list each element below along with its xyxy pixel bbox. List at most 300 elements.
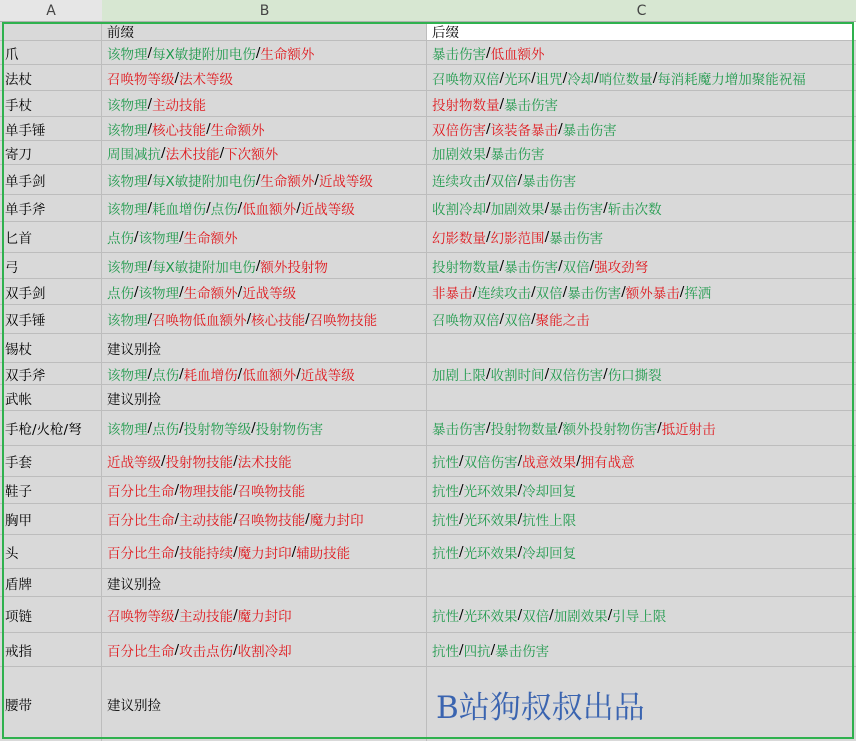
column-header-a[interactable]: A xyxy=(0,0,102,22)
affix-text: 暴击伤害 xyxy=(562,122,617,139)
watermark-text: B站狗叔叔出品 xyxy=(436,689,645,726)
affix-text: 抗性 xyxy=(432,484,459,500)
affix-text: 暴击伤害 xyxy=(432,46,486,63)
cell-suffix[interactable] xyxy=(427,305,856,333)
cell-item-type[interactable]: 单手剑 xyxy=(0,165,102,194)
cell-item-type[interactable]: 盾牌 xyxy=(0,569,102,596)
affix-text: 强攻劲弩 xyxy=(594,259,649,276)
affix-text: 百分比生命 xyxy=(107,513,175,529)
cell-prefix[interactable] xyxy=(102,569,427,596)
table-row xyxy=(0,279,856,305)
cell-suffix[interactable] xyxy=(427,667,856,741)
affix-text: 暴击伤害 xyxy=(490,146,545,163)
affix-text: 召唤物低血额外 xyxy=(152,313,247,329)
cell-suffix[interactable] xyxy=(427,91,856,116)
affix-text: 抵近射击 xyxy=(661,422,716,438)
cell-suffix[interactable] xyxy=(427,446,856,476)
affix-text: 近战等级 xyxy=(300,367,355,384)
cell-prefix[interactable] xyxy=(102,504,427,534)
affix-text: 点伤 xyxy=(107,285,134,302)
separator: / xyxy=(562,283,568,300)
affix-text: 建议别捡 xyxy=(107,698,161,714)
affix-text: 生命额外 xyxy=(210,122,265,139)
affix-text: 核心技能 xyxy=(251,313,306,329)
affix-text: 挥洒 xyxy=(684,285,712,302)
affix-text: 收割时间 xyxy=(490,367,545,384)
affix-text: 耗血增伤 xyxy=(183,367,238,384)
cell-item-type[interactable]: 单手锤 xyxy=(0,117,102,140)
separator: / xyxy=(296,365,301,382)
affix-text: 抗性 xyxy=(432,608,459,625)
cell-prefix[interactable] xyxy=(102,597,427,632)
cell-suffix[interactable] xyxy=(427,411,856,445)
affix-text: 拥有战意 xyxy=(580,455,635,471)
separator: / xyxy=(499,257,505,274)
affix-text: 该物理 xyxy=(107,173,148,190)
affix-text: 该物理 xyxy=(107,202,148,218)
header-row xyxy=(0,22,856,41)
separator: / xyxy=(486,120,491,137)
column-header-c[interactable]: C xyxy=(427,0,856,22)
cell-prefix[interactable] xyxy=(102,477,427,503)
separator: / xyxy=(161,144,166,161)
affix-text: 魔力封印 xyxy=(309,513,364,529)
separator: / xyxy=(558,120,563,137)
affix-text: 该物理 xyxy=(138,285,180,302)
affix-text: 点伤 xyxy=(152,422,180,438)
affix-text: 加剧效果 xyxy=(432,146,486,163)
cell-prefix[interactable] xyxy=(102,411,427,445)
separator: / xyxy=(314,171,319,188)
affix-text: 召唤物双倍 xyxy=(432,71,500,88)
affix-text: 该物理 xyxy=(107,122,148,139)
affix-text: 召唤物等级 xyxy=(107,608,175,625)
affix-text: 暴击伤害 xyxy=(549,202,604,218)
separator: / xyxy=(179,283,184,300)
table-row xyxy=(0,65,856,91)
cell-suffix[interactable] xyxy=(427,117,856,140)
table-row xyxy=(0,667,856,741)
separator: / xyxy=(594,69,599,86)
table-row xyxy=(0,91,856,117)
cell-item-type[interactable]: 单手斧 xyxy=(0,195,102,221)
separator: / xyxy=(233,606,238,623)
separator: / xyxy=(652,69,658,86)
cell-item-type[interactable]: 爪 xyxy=(0,41,102,64)
separator: / xyxy=(531,311,536,327)
separator: / xyxy=(486,420,491,436)
separator: / xyxy=(531,69,536,86)
affix-text: 光环效果 xyxy=(463,608,518,625)
affix-text: 暴击伤害 xyxy=(504,259,559,276)
affix-text: 主动技能 xyxy=(179,608,234,625)
affix-text: 连续攻击 xyxy=(432,173,486,190)
affix-text: 核心技能 xyxy=(152,122,207,139)
affix-text: 冷却 xyxy=(567,71,595,88)
separator: / xyxy=(517,171,523,188)
separator: / xyxy=(517,543,523,560)
cell-suffix[interactable] xyxy=(427,253,856,278)
affix-text: 额外投射物 xyxy=(260,259,328,276)
separator: / xyxy=(233,511,238,527)
cell-item-type[interactable]: 戒指 xyxy=(0,633,102,666)
cell-suffix[interactable] xyxy=(427,195,856,221)
affix-text: 暴击伤害 xyxy=(522,173,577,190)
separator: / xyxy=(459,606,464,623)
column-header-b[interactable]: B xyxy=(102,0,427,22)
table-row xyxy=(0,633,856,667)
separator: / xyxy=(562,69,568,86)
separator: / xyxy=(291,543,297,560)
separator: / xyxy=(517,511,523,527)
affix-text: 点伤 xyxy=(152,367,180,384)
affix-text: 每X敏捷附加电伤 xyxy=(152,173,256,190)
separator: / xyxy=(490,641,496,658)
separator: / xyxy=(147,200,153,216)
affix-text: 该物理 xyxy=(107,422,148,438)
table-row xyxy=(0,141,856,165)
separator: / xyxy=(206,120,211,137)
separator: / xyxy=(296,200,301,216)
affix-text: 主动技能 xyxy=(179,513,234,529)
separator: / xyxy=(134,283,139,300)
separator: / xyxy=(233,453,238,469)
affix-text: 光环效果 xyxy=(463,513,518,529)
separator: / xyxy=(459,511,464,527)
cell-suffix[interactable] xyxy=(427,385,856,410)
cell-prefix[interactable] xyxy=(102,279,427,304)
cell-suffix[interactable] xyxy=(427,41,856,64)
cell-suffix[interactable] xyxy=(427,597,856,632)
separator: / xyxy=(237,200,243,216)
affix-text: 近战等级 xyxy=(107,455,161,471)
separator: / xyxy=(174,69,180,86)
cell-suffix[interactable] xyxy=(427,165,856,194)
affix-text: 战意效果 xyxy=(522,455,577,471)
cell-prefix[interactable] xyxy=(102,385,427,410)
affix-text: 冷却回复 xyxy=(522,484,577,500)
cell-prefix[interactable] xyxy=(102,446,427,476)
affix-text: 该物理 xyxy=(107,367,148,384)
affix-text: 建议别捡 xyxy=(107,342,161,358)
separator: / xyxy=(134,229,139,245)
separator: / xyxy=(486,144,491,161)
cell-item-type[interactable]: 寄刀 xyxy=(0,141,102,164)
affix-text: 暴击伤害 xyxy=(432,422,486,438)
separator: / xyxy=(233,543,238,560)
separator: / xyxy=(499,95,505,112)
cell-prefix[interactable] xyxy=(102,363,427,384)
separator: / xyxy=(657,420,662,436)
cell-item-type[interactable]: 双手锤 xyxy=(0,305,102,333)
affix-text: 抗性 xyxy=(432,545,459,562)
cell-item-type[interactable]: 项链 xyxy=(0,597,102,632)
table-row xyxy=(0,385,856,411)
cell-item-type[interactable]: 锡杖 xyxy=(0,334,102,362)
separator: / xyxy=(255,171,261,188)
cell-item-type[interactable]: 匕首 xyxy=(0,222,102,252)
separator: / xyxy=(246,311,252,327)
cell-prefix[interactable] xyxy=(102,41,427,64)
table-row xyxy=(0,334,856,363)
table-row xyxy=(0,165,856,195)
cell-item-type[interactable]: 手套 xyxy=(0,446,102,476)
cell-prefix[interactable] xyxy=(102,91,427,116)
affix-text: 幻影范围 xyxy=(490,231,545,247)
affix-text: 投射物技能 xyxy=(165,455,234,471)
separator: / xyxy=(147,257,153,274)
cell-item-type[interactable]: 手枪/火枪/弩 xyxy=(0,411,102,445)
cell-item-type[interactable]: 双手斧 xyxy=(0,363,102,384)
cell-prefix[interactable] xyxy=(102,65,427,90)
affix-text: 非暴击 xyxy=(432,285,473,302)
affix-text: 近战等级 xyxy=(300,202,355,218)
affix-text: 该物理 xyxy=(107,46,148,63)
affix-text: 投射物数量 xyxy=(432,97,500,114)
separator: / xyxy=(147,420,153,436)
cell-prefix[interactable] xyxy=(102,535,427,568)
separator: / xyxy=(161,453,166,469)
affix-text: 抗性上限 xyxy=(522,513,577,529)
cell-prefix[interactable] xyxy=(102,633,427,666)
table-row xyxy=(0,117,856,141)
separator: / xyxy=(237,365,243,382)
cell-suffix[interactable] xyxy=(427,535,856,568)
cell-suffix[interactable] xyxy=(427,279,856,304)
affix-text: 双倍 xyxy=(522,608,550,625)
affix-text: 耗血增伤 xyxy=(152,202,207,218)
separator: / xyxy=(486,365,491,382)
affix-text: 该物理 xyxy=(107,313,148,329)
table-row xyxy=(0,477,856,504)
affix-text: 辅助技能 xyxy=(296,545,351,562)
cell-prefix[interactable] xyxy=(102,253,427,278)
separator: / xyxy=(251,420,256,436)
table-row xyxy=(0,597,856,633)
affix-text: 召唤物技能 xyxy=(309,313,378,329)
separator: / xyxy=(459,453,464,469)
table-row xyxy=(0,569,856,597)
cell-item-type[interactable]: 手杖 xyxy=(0,91,102,116)
separator: / xyxy=(147,311,153,327)
affix-text: 周围减抗 xyxy=(107,146,161,163)
affix-text: 投射物数量 xyxy=(432,259,500,276)
affix-text: 聚能之击 xyxy=(535,313,590,329)
cell-prefix[interactable] xyxy=(102,667,427,741)
table-row xyxy=(0,195,856,222)
cell-prefix[interactable] xyxy=(102,165,427,194)
affix-text: 召唤物双倍 xyxy=(432,313,500,329)
affix-text: 近战等级 xyxy=(242,285,297,302)
affix-text: 暴击伤害 xyxy=(549,231,604,247)
affix-text: 加剧效果 xyxy=(553,608,608,625)
cell-prefix[interactable] xyxy=(102,117,427,140)
cell-suffix[interactable] xyxy=(427,569,856,596)
affix-text: 暴击伤害 xyxy=(495,643,550,660)
affix-text: 召唤物技能 xyxy=(237,513,306,529)
separator: / xyxy=(486,229,491,245)
affix-text: 主动技能 xyxy=(152,97,207,114)
separator: / xyxy=(174,511,180,527)
affix-text: 光环 xyxy=(504,71,532,88)
separator: / xyxy=(544,365,550,382)
affix-text: 建议别捡 xyxy=(107,576,161,593)
affix-text: 连续攻击 xyxy=(477,285,532,302)
affix-text: 攻击点伤 xyxy=(179,643,234,660)
cell-prefix[interactable] xyxy=(102,141,427,164)
affix-text: 该装备暴击 xyxy=(490,122,559,139)
affix-text: 下次额外 xyxy=(224,146,279,163)
cell-prefix[interactable] xyxy=(102,195,427,221)
affix-text: 每X敏捷附加电伤 xyxy=(152,46,256,63)
cell-suffix[interactable] xyxy=(427,363,856,384)
separator: / xyxy=(459,543,464,560)
separator: / xyxy=(147,365,153,382)
separator: / xyxy=(219,144,225,161)
separator: / xyxy=(607,606,613,623)
affix-text: 点伤 xyxy=(107,231,134,247)
separator: / xyxy=(517,482,523,498)
separator: / xyxy=(499,69,505,86)
separator: / xyxy=(179,229,184,245)
cell-prefix[interactable] xyxy=(102,305,427,333)
separator: / xyxy=(305,511,310,527)
affix-text: 四抗 xyxy=(463,643,491,660)
table-row xyxy=(0,504,856,535)
affix-text: 每消耗魔力增加聚能祝福 xyxy=(657,71,806,88)
separator: / xyxy=(147,120,153,137)
affix-text: 双倍伤害 xyxy=(463,455,518,471)
separator: / xyxy=(147,171,153,188)
affix-text: 魔力封印 xyxy=(237,545,292,562)
separator: / xyxy=(206,200,211,216)
separator: / xyxy=(305,311,310,327)
cell-suffix[interactable] xyxy=(427,334,856,362)
affix-text: 哨位数量 xyxy=(598,71,653,88)
cell-suffix[interactable] xyxy=(427,477,856,503)
affix-text: 冷却回复 xyxy=(522,545,577,562)
affix-text: 技能持续 xyxy=(179,545,234,562)
separator: / xyxy=(531,283,536,300)
affix-text: 双倍 xyxy=(490,173,518,190)
separator: / xyxy=(174,482,180,498)
cell-suffix[interactable] xyxy=(427,633,856,666)
affix-text: 魔力封印 xyxy=(237,608,292,625)
affix-text: 物理技能 xyxy=(179,484,234,500)
separator: / xyxy=(576,453,581,469)
table-row xyxy=(0,41,856,65)
affix-text: 召唤物等级 xyxy=(107,71,175,88)
affix-text: 额外暴击 xyxy=(625,285,680,302)
affix-text: 双倍 xyxy=(535,285,563,302)
separator: / xyxy=(233,641,238,658)
affix-text: 双倍伤害 xyxy=(549,367,604,384)
separator: / xyxy=(499,311,505,327)
affix-text: 光环效果 xyxy=(463,545,518,562)
separator: / xyxy=(603,200,608,216)
separator: / xyxy=(472,283,478,300)
cell-item-type[interactable]: 胸甲 xyxy=(0,504,102,534)
separator: / xyxy=(147,95,153,112)
affix-text: 召唤物技能 xyxy=(237,484,306,500)
cell-item-type[interactable]: 鞋子 xyxy=(0,477,102,503)
separator: / xyxy=(179,420,184,436)
table-row xyxy=(0,535,856,569)
separator: / xyxy=(486,200,491,216)
cell-suffix[interactable] xyxy=(427,65,856,90)
separator: / xyxy=(589,257,595,274)
cell-suffix[interactable] xyxy=(427,141,856,164)
affix-text: 收割冷却 xyxy=(237,643,292,660)
cell-item-type[interactable]: 法杖 xyxy=(0,65,102,90)
affix-text: 百分比生命 xyxy=(107,545,175,562)
affix-text: 法术技能 xyxy=(237,455,292,471)
table-row xyxy=(0,446,856,477)
separator: / xyxy=(544,200,550,216)
cell-a-header[interactable] xyxy=(0,22,102,40)
cell-prefix[interactable] xyxy=(102,222,427,252)
separator: / xyxy=(174,606,180,623)
affix-text: 低血额外 xyxy=(490,46,545,63)
separator: / xyxy=(517,606,523,623)
affix-text: 幻影数量 xyxy=(432,231,486,247)
affix-text: 该物理 xyxy=(138,231,180,247)
separator: / xyxy=(603,365,608,382)
cell-item-type[interactable]: 头 xyxy=(0,535,102,568)
separator: / xyxy=(233,482,238,498)
affix-text: 点伤 xyxy=(210,202,238,218)
cell-b-header[interactable]: 前缀 xyxy=(102,22,427,40)
affix-text: 生命额外 xyxy=(260,46,315,63)
affix-text: 生命额外 xyxy=(260,173,315,190)
affix-text: 诅咒 xyxy=(535,71,563,88)
cell-item-type[interactable]: 弓 xyxy=(0,253,102,278)
separator: / xyxy=(255,257,261,274)
cell-prefix[interactable] xyxy=(102,334,427,362)
affix-text: 近战等级 xyxy=(318,173,373,190)
affix-text: 抗性 xyxy=(432,513,459,529)
separator: / xyxy=(486,44,491,61)
separator: / xyxy=(486,171,491,188)
cell-suffix[interactable] xyxy=(427,504,856,534)
affix-text: 抗性 xyxy=(432,455,459,471)
affix-text: 加剧上限 xyxy=(432,367,486,384)
table-row xyxy=(0,253,856,279)
affix-text: 百分比生命 xyxy=(107,643,175,660)
separator: / xyxy=(459,482,464,498)
cell-suffix[interactable] xyxy=(427,222,856,252)
affix-text: 建议别捡 xyxy=(107,391,161,408)
affix-text: 低血额外 xyxy=(242,367,297,384)
affix-text: 伤口撕裂 xyxy=(607,367,662,384)
affix-text: 斩击次数 xyxy=(607,202,662,218)
cell-item-type[interactable]: 武帐 xyxy=(0,385,102,410)
table-row xyxy=(0,363,856,385)
affix-text: 低血额外 xyxy=(242,202,297,218)
separator: / xyxy=(544,229,550,245)
affix-text: 双倍 xyxy=(504,313,532,329)
cell-item-type[interactable]: 双手剑 xyxy=(0,279,102,304)
cell-c-header[interactable]: 后缀 xyxy=(427,22,856,40)
table-row xyxy=(0,411,856,446)
separator: / xyxy=(147,44,153,61)
affix-text: 额外投射物伤害 xyxy=(562,422,658,438)
cell-item-type[interactable]: 腰带 xyxy=(0,667,102,741)
affix-text: 每X敏捷附加电伤 xyxy=(152,259,256,276)
affix-text: 该物理 xyxy=(107,259,148,276)
separator: / xyxy=(255,44,261,61)
affix-text: 该物理 xyxy=(107,97,148,114)
